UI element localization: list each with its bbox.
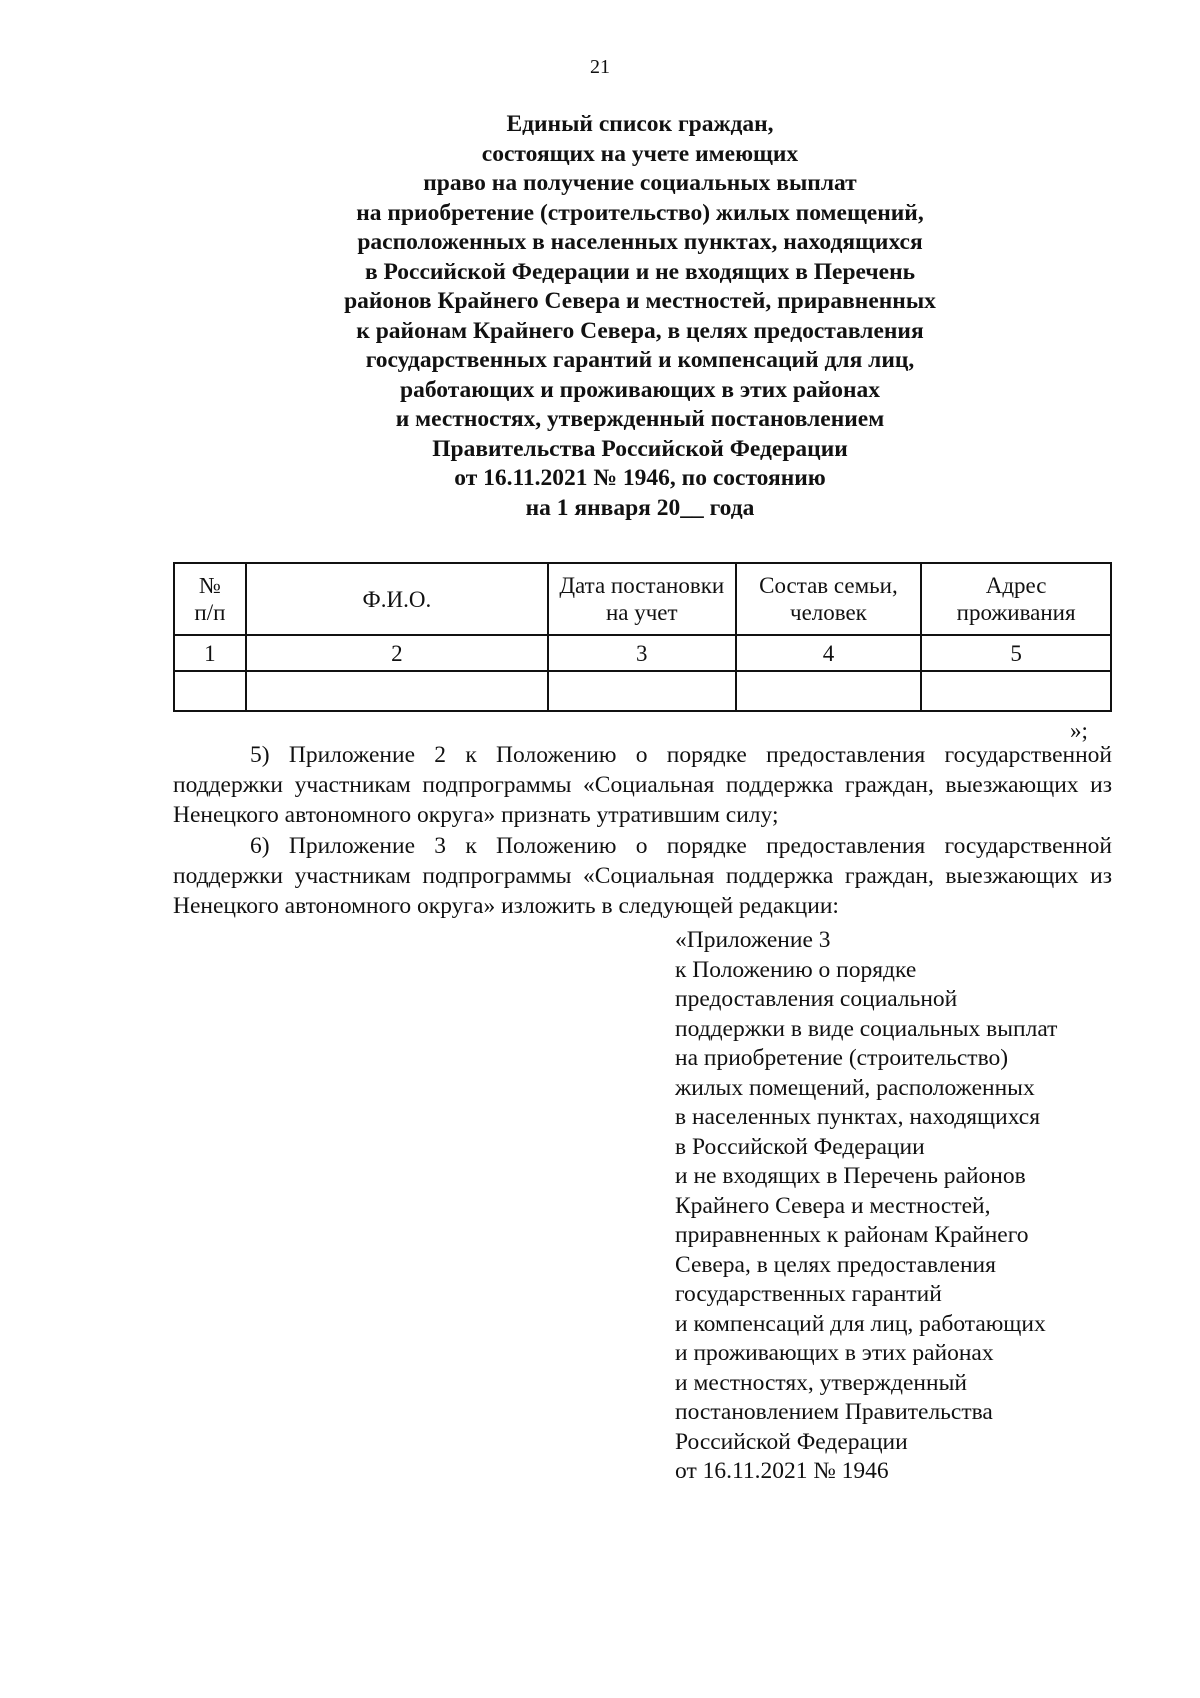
appendix-line: к Положению о порядке [675,956,917,983]
table-column-number-row [174,635,1111,671]
header-cell-fio: Ф.И.О. [246,563,548,635]
appendix-line: в Российской Федерации [675,1133,925,1160]
paragraph-6: 6) Приложение 3 к Положению о порядке предоставления государственной поддержки участникам подпрограммы «Социальная поддержка граждан, выезжающих из Ненецкого автономного округа» изложить в следующей редакции: [173,833,1112,919]
appendix-heading [675,926,1135,1487]
empty-cell [174,671,246,711]
appendix-line: на приобретение (строительство) [675,1045,1009,1071]
title-line: районов Крайнего Севера и местностей, приравненных [344,288,936,314]
appendix-line: постановлением Правительства [675,1399,993,1425]
title-line: в Российской Федерации и не входящих в Перечень [364,258,916,285]
appendix-line: и проживающих в этих районах [675,1340,994,1366]
title-line: работающих и проживающих в этих районах [400,376,880,403]
appendix-line: Севера, в целях предоставления [675,1251,996,1278]
column-number-cell: 5 [921,635,1111,671]
empty-cell [548,671,736,711]
appendix-line: предоставления социальной [675,986,958,1012]
page-number: 21 [590,56,610,78]
title-line: Единый список граждан, [506,111,774,137]
appendix-line: Российской Федерации [675,1428,908,1455]
empty-cell [736,671,922,711]
column-number-cell: 2 [246,635,548,671]
header-cell-registration-date: Дата постановки на учет [548,563,736,635]
appendix-line: приравненных к районам Крайнего [675,1222,1029,1248]
appendix-line: и компенсаций для лиц, работающих [675,1310,1046,1337]
header-cell-family-size: Состав семьи, человек [736,563,922,635]
header-cell-number: № п/п [174,563,246,635]
table-empty-row [174,671,1111,711]
title-line: расположенных в населенных пунктах, находящихся [357,229,923,255]
appendix-line: «Приложение 3 [675,927,831,953]
title-line: к районам Крайнего Севера, в целях предоставления [356,317,924,344]
header-cell-address: Адрес проживания [921,563,1111,635]
appendix-line: и не входящих в Перечень районов [675,1163,1026,1189]
column-number-cell: 3 [548,635,736,671]
paragraph-5: 5) Приложение 2 к Положению о порядке предоставления государственной поддержки участникам подпрограммы «Социальная поддержка граждан, выезжающих из Ненецкого автономного округа» признать утратившим силу; [173,742,1112,828]
citizens-list-table [173,562,1112,712]
table-header-row [174,563,1111,635]
title-line: Правительства Российской Федерации [432,435,848,462]
title-line: и местностях, утвержденный постановлением [395,406,885,432]
title-line: государственных гарантий и компенсаций для лиц, [365,347,915,373]
column-number-cell: 1 [174,635,246,671]
empty-cell [921,671,1111,711]
document-title [250,110,1030,523]
title-line: состоящих на учете имеющих [481,140,799,167]
title-line: право на получение социальных выплат [423,170,857,196]
appendix-line: в населенных пунктах, находящихся [675,1104,1041,1130]
appendix-line: и местностях, утвержденный [675,1369,967,1396]
closing-quote: »; [1070,718,1088,743]
title-line: на приобретение (строительство) жилых помещений, [356,199,924,226]
title-line: на 1 января 20__ года [525,494,755,521]
appendix-line: Крайнего Севера и местностей, [675,1192,991,1219]
empty-cell [246,671,548,711]
appendix-line: поддержки в виде социальных выплат [675,1015,1058,1042]
appendix-line: государственных гарантий [675,1281,942,1307]
title-line: от 16.11.2021 № 1946, по состоянию [454,465,826,491]
appendix-line: жилых помещений, расположенных [675,1074,1035,1101]
appendix-line: от 16.11.2021 № 1946 [675,1458,889,1484]
column-number-cell: 4 [736,635,922,671]
